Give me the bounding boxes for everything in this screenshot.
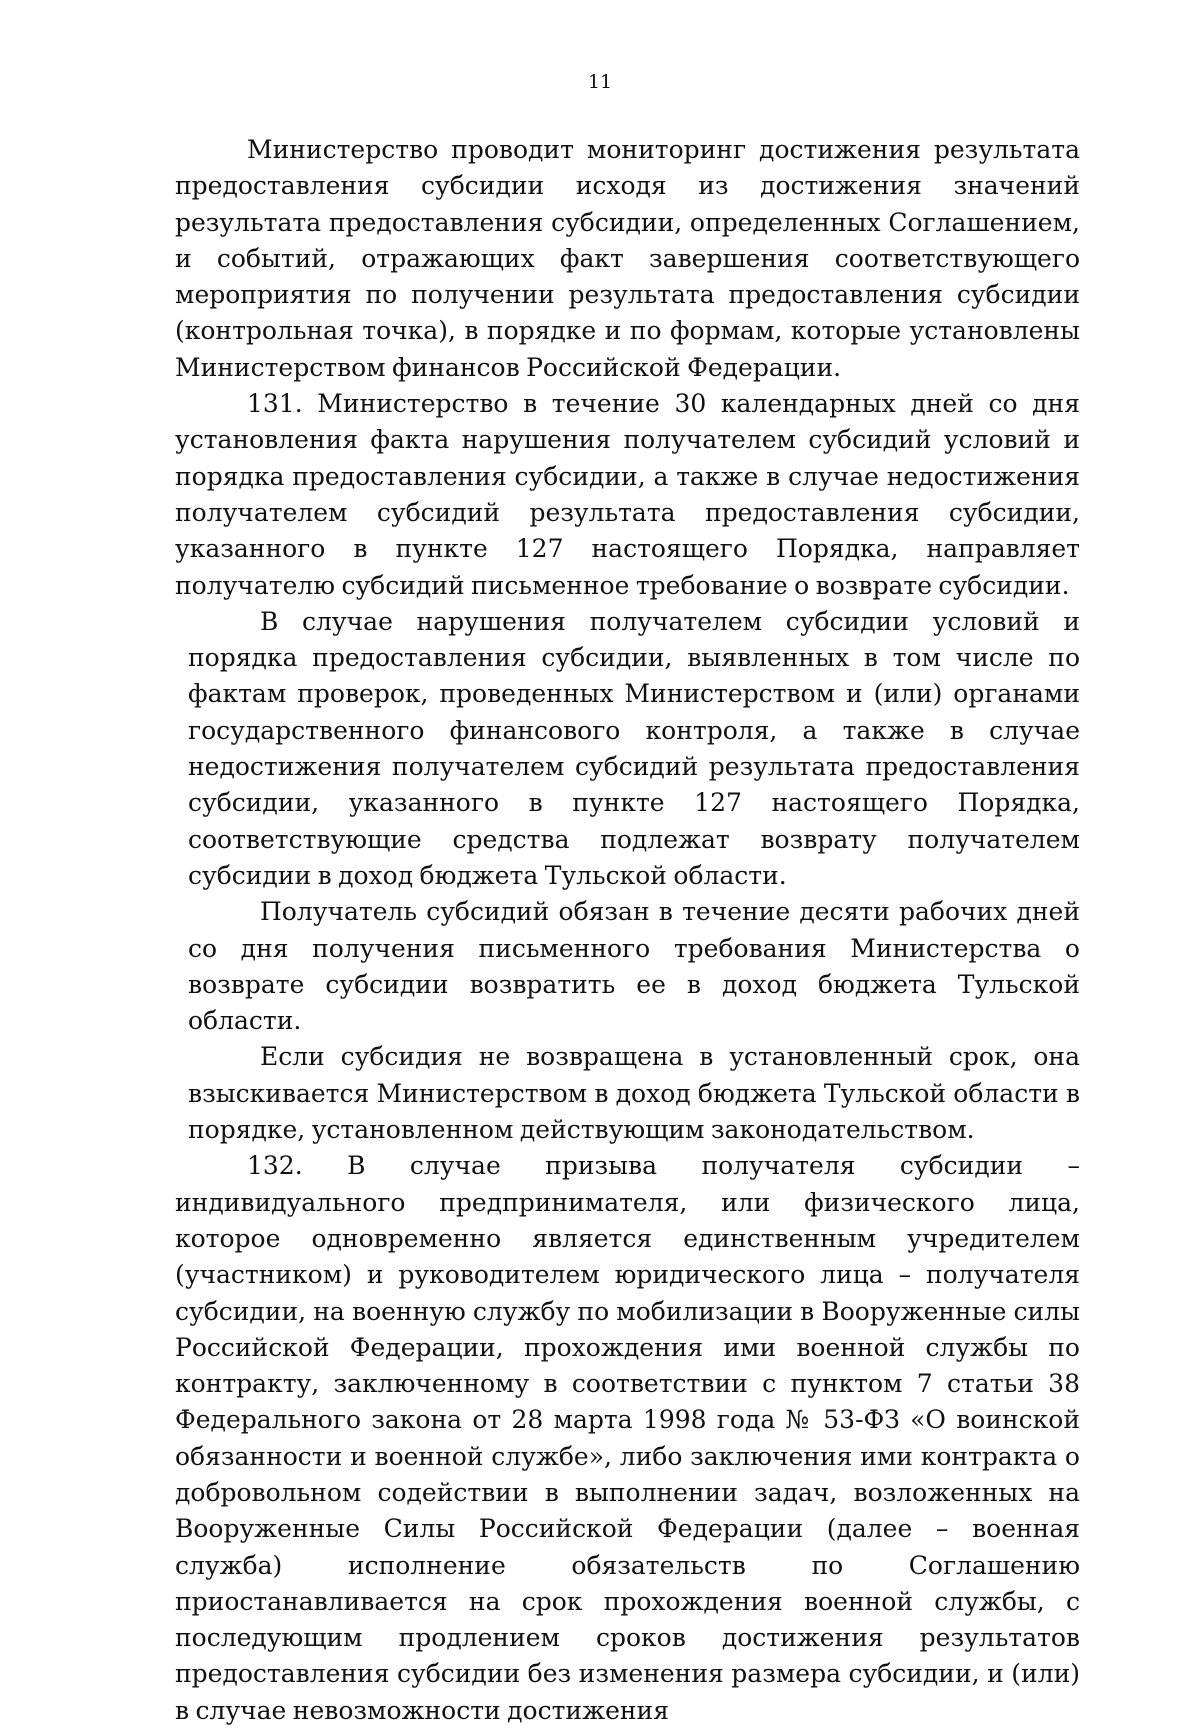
paragraph-132: 132. В случае призыва получателя субсидии – индивидуального предпринимателя, или физического лица, которое одновременно является единственным учредителем (участником) и руководителем юридического лица – получателя субсидии, на военную службу по мобилизации в Вооруженные силы Российской Федерации, прохождения ими военной службы по контракту, заключенному в соответствии с пунктом 7 статьи 38 Федерального закона от 28 марта 1998 года № 53-ФЗ «О воинской обязанности и военной службе», либо заключения ими контракта о добровольном содействии в выполнении задач, возложенных на Вооруженные Силы Российской Федерации (далее – военная служба) исполнение обязательств по Соглашению приостанавливается на срок прохождения военной службы, с последующим продлением сроков достижения результатов предоставления субсидии без изменения размера субсидии, и (или) в случае невозможности достижения <box>175 1151 1080 1725</box>
page-number: 11 <box>587 71 613 93</box>
paragraph-recovery: Если субсидия не возвращена в установленный срок, она взыскивается Министерством в доход бюджета Тульской области в порядке, установленном действующим законодательством. <box>188 1042 1080 1145</box>
paragraph-131: 131. Министерство в течение 30 календарных дней со дня установления факта нарушения получателем субсидий условий и порядка предоставления субсидии, а также в случае недостижения получателем субсидий результата предоставления субсидии, указанного в пункте 127 настоящего Порядка, направляет получателю субсидий письменное требование о возврате субсидии. <box>175 389 1080 600</box>
paragraph-violation-refund: В случае нарушения получателем субсидии условий и порядка предоставления субсидии, выявленных в том числе по фактам проверок, проведенных Министерством и (или) органами государственного финансового контроля, а также в случае недостижения получателем субсидий результата предоставления субсидии, указанного в пункте 127 настоящего Порядка, соответствующие средства подлежат возврату получателем субсидии в доход бюджета Тульской области. <box>188 606 1080 890</box>
paragraph-monitoring: Министерство проводит мониторинг достижения результата предоставления субсидии исходя из достижения значений результата предоставления субсидии, определенных Соглашением, и событий, отражающих факт завершения соответствующего мероприятия по получении результата предоставления субсидии (контрольная точка), в порядке и по формам, которые установлены Министерством финансов Российской Федерации. <box>175 135 1080 382</box>
paragraph-refund-deadline: Получатель субсидий обязан в течение десяти рабочих дней со дня получения письменного требования Министерства о возврате субсидии возвратить ее в доход бюджета Тульской области. <box>188 897 1080 1036</box>
